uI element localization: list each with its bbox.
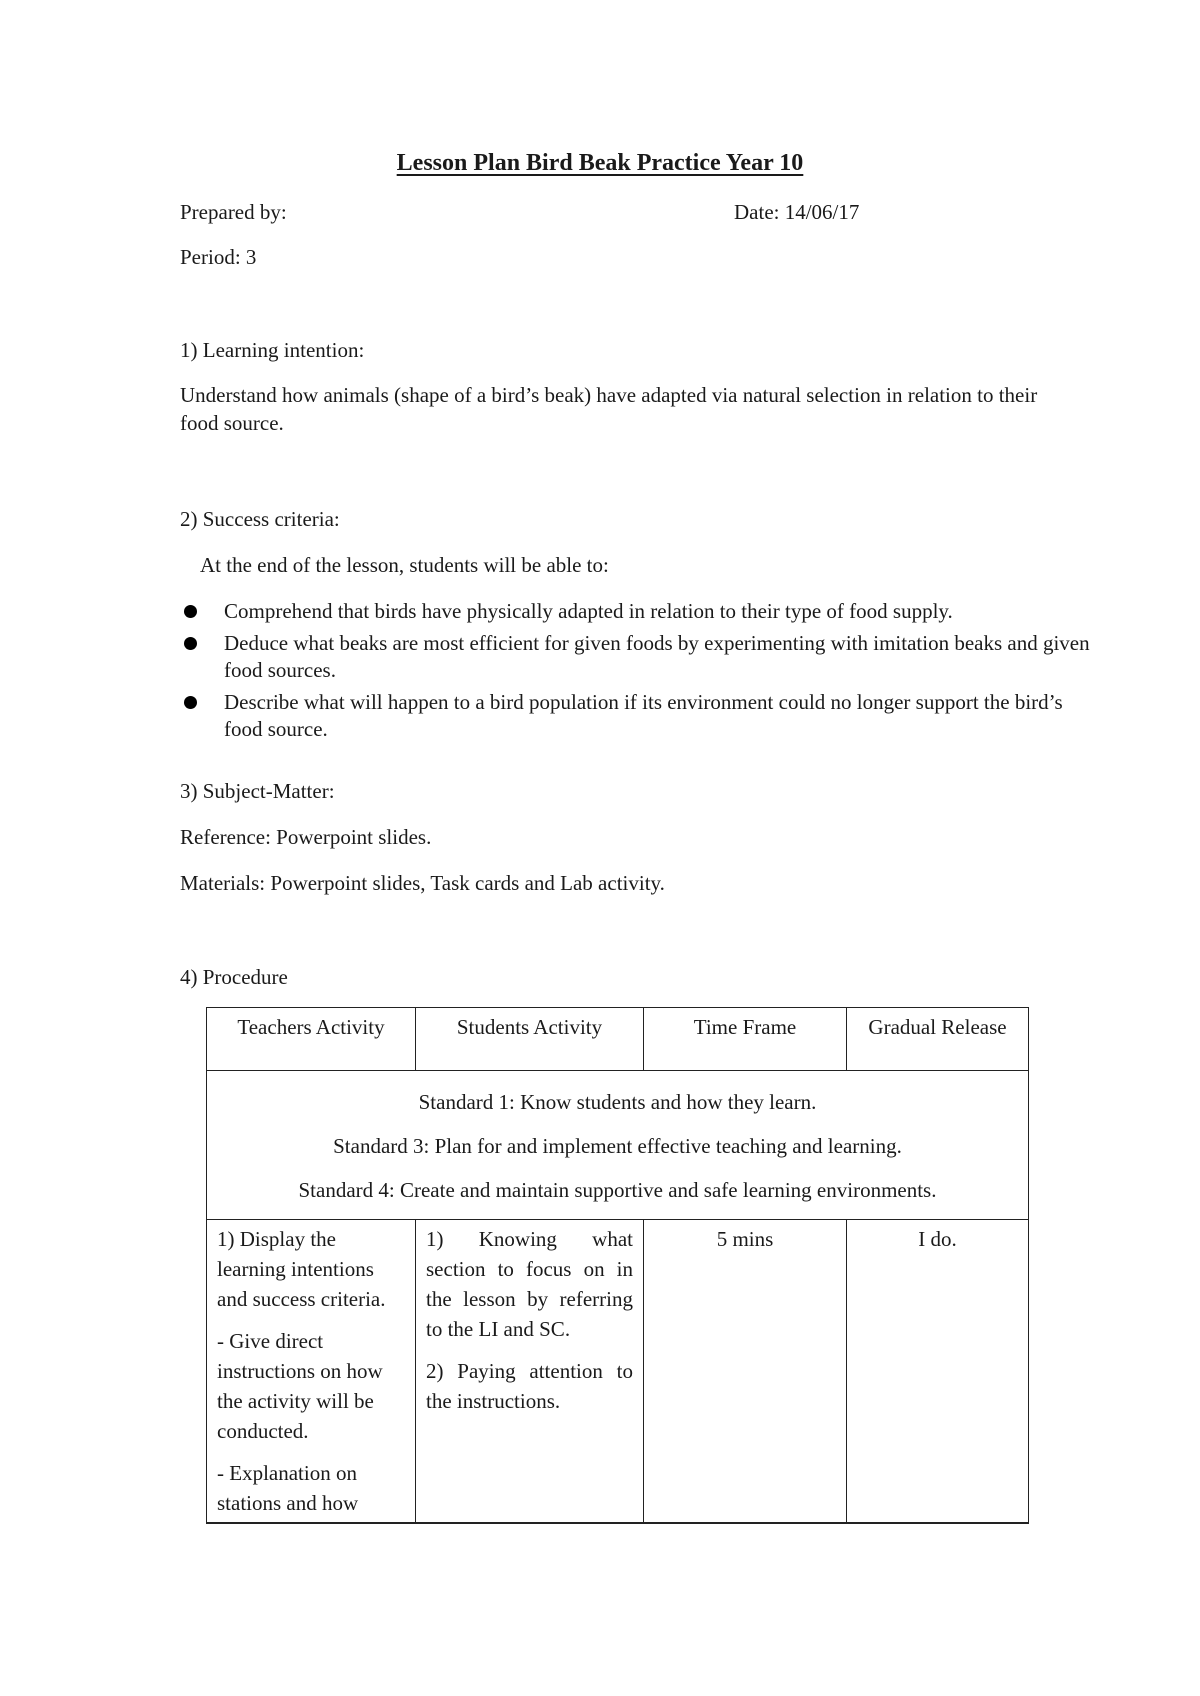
students-activity-cell: 1) Knowing what section to focus on in the lesson by referring to the LI and SC. 2) Paying attention to the instructions. <box>416 1220 644 1524</box>
table-row <box>207 1220 1029 1524</box>
list-item: Comprehend that birds have physically adapted in relation to their type of food supply. <box>180 598 1100 625</box>
materials-text: Materials: Powerpoint slides, Task cards and Lab activity. <box>180 871 665 895</box>
header-gradual-release: Gradual Release <box>847 1008 1029 1071</box>
success-criteria-heading: 2) Success criteria: <box>180 507 340 531</box>
period-label: Period: 3 <box>180 245 257 269</box>
header-time-frame: Time Frame <box>644 1008 847 1071</box>
header-teachers-activity: Teachers Activity <box>207 1008 416 1071</box>
list-item: Deduce what beaks are most efficient for given foods by experimenting with imitation beaks and given food sources. <box>180 630 1100 684</box>
learning-intention-text: Understand how animals (shape of a bird’s beak) have adapted via natural selection in relation to their food source. <box>180 383 1038 435</box>
procedure-table <box>206 1007 1029 1524</box>
bullet-icon <box>184 605 197 618</box>
bullet-icon <box>184 637 197 650</box>
teacher-activity-cell: 1) Display the learning intentions and success criteria. - Give direct instructions on how the activity will be conducted. - Explanation on stations and how <box>207 1220 416 1524</box>
header-students-activity: Students Activity <box>416 1008 644 1071</box>
gradual-release-cell: I do. <box>847 1220 1029 1524</box>
reference-text: Reference: Powerpoint slides. <box>180 825 432 849</box>
success-criteria-intro: At the end of the lesson, students will be able to: <box>200 553 609 577</box>
document-title: Lesson Plan Bird Beak Practice Year 10 <box>396 150 804 176</box>
standard-4: Standard 4: Create and maintain supportive and safe learning environments. <box>298 1178 937 1202</box>
success-criteria-list <box>180 598 1100 748</box>
list-item: Describe what will happen to a bird population if its environment could no longer support the bird’s food source. <box>180 689 1100 743</box>
procedure-heading: 4) Procedure <box>180 965 288 989</box>
date-label: Date: 14/06/17 <box>734 200 860 224</box>
standards-row <box>207 1071 1029 1220</box>
bullet-icon <box>184 696 197 709</box>
subject-matter-heading: 3) Subject-Matter: <box>180 779 335 803</box>
standard-1: Standard 1: Know students and how they learn. <box>418 1090 817 1114</box>
standard-3: Standard 3: Plan for and implement effective teaching and learning. <box>333 1134 902 1158</box>
table-header-row <box>207 1008 1029 1071</box>
standards-cell <box>207 1071 1029 1220</box>
prepared-by-label: Prepared by: <box>180 200 287 224</box>
time-frame-cell: 5 mins <box>644 1220 847 1524</box>
learning-intention-heading: 1) Learning intention: <box>180 338 365 362</box>
